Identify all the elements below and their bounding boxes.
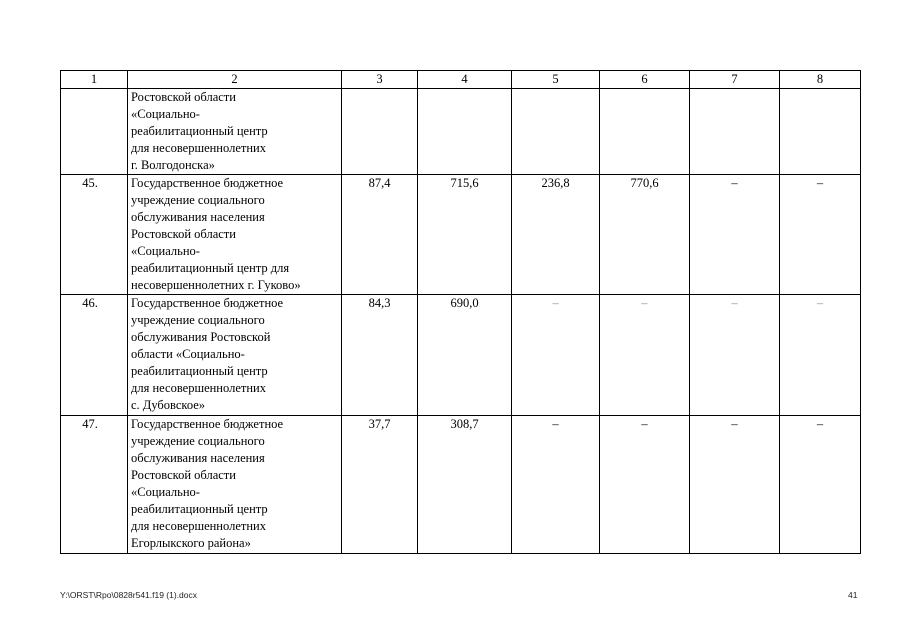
- cell-col5: 236,8: [512, 175, 600, 295]
- institution-name: Ростовской области «Социально- реабилитационный центр для несовершеннолетних г. Волгодонска»: [128, 89, 342, 175]
- column-header-8: 8: [780, 71, 861, 89]
- cell-col3: 84,3: [342, 295, 418, 416]
- cell-col5: –: [512, 295, 600, 416]
- column-header-3: 3: [342, 71, 418, 89]
- row-number: [61, 89, 128, 175]
- page-number: 41: [848, 590, 858, 600]
- column-header-7: 7: [690, 71, 780, 89]
- cell-col7: –: [690, 175, 780, 295]
- cell-col3: 87,4: [342, 175, 418, 295]
- institution-name: Государственное бюджетное учреждение социального обслуживания населения Ростовской области «Социально- реабилитационный центр для несовершеннолетних г. Гуково»: [128, 175, 342, 295]
- cell-col5: –: [512, 416, 600, 554]
- cell-col4: 715,6: [418, 175, 512, 295]
- header-row: [61, 71, 861, 89]
- table-row: [61, 295, 861, 416]
- column-header-5: 5: [512, 71, 600, 89]
- cell-col6: [600, 89, 690, 175]
- data-table: [60, 70, 861, 554]
- cell-col4: 308,7: [418, 416, 512, 554]
- table-row: [61, 175, 861, 295]
- cell-col6: –: [600, 295, 690, 416]
- cell-col8: [780, 89, 861, 175]
- cell-col8: –: [780, 175, 861, 295]
- cell-col6: –: [600, 416, 690, 554]
- cell-col5: [512, 89, 600, 175]
- row-number: 45.: [61, 175, 128, 295]
- cell-col6: 770,6: [600, 175, 690, 295]
- cell-col4: [418, 89, 512, 175]
- table-row: [61, 89, 861, 175]
- institution-name: Государственное бюджетное учреждение социального обслуживания населения Ростовской области «Социально- реабилитационный центр для несовершеннолетних Егорлыкского района»: [128, 416, 342, 554]
- cell-col7: –: [690, 416, 780, 554]
- column-header-1: 1: [61, 71, 128, 89]
- cell-col3: [342, 89, 418, 175]
- cell-col8: –: [780, 295, 861, 416]
- column-header-4: 4: [418, 71, 512, 89]
- cell-col7: –: [690, 295, 780, 416]
- cell-col7: [690, 89, 780, 175]
- table-row: [61, 416, 861, 554]
- cell-col4: 690,0: [418, 295, 512, 416]
- footer-file-path: Y:\ORST\Rpo\0828r541.f19 (1).docx: [60, 590, 198, 600]
- column-header-6: 6: [600, 71, 690, 89]
- column-header-2: 2: [128, 71, 342, 89]
- cell-col3: 37,7: [342, 416, 418, 554]
- cell-col8: –: [780, 416, 861, 554]
- row-number: 46.: [61, 295, 128, 416]
- institution-name: Государственное бюджетное учреждение социального обслуживания Ростовской области «Социально- реабилитационный центр для несовершеннолетних с. Дубовское»: [128, 295, 342, 416]
- row-number: 47.: [61, 416, 128, 554]
